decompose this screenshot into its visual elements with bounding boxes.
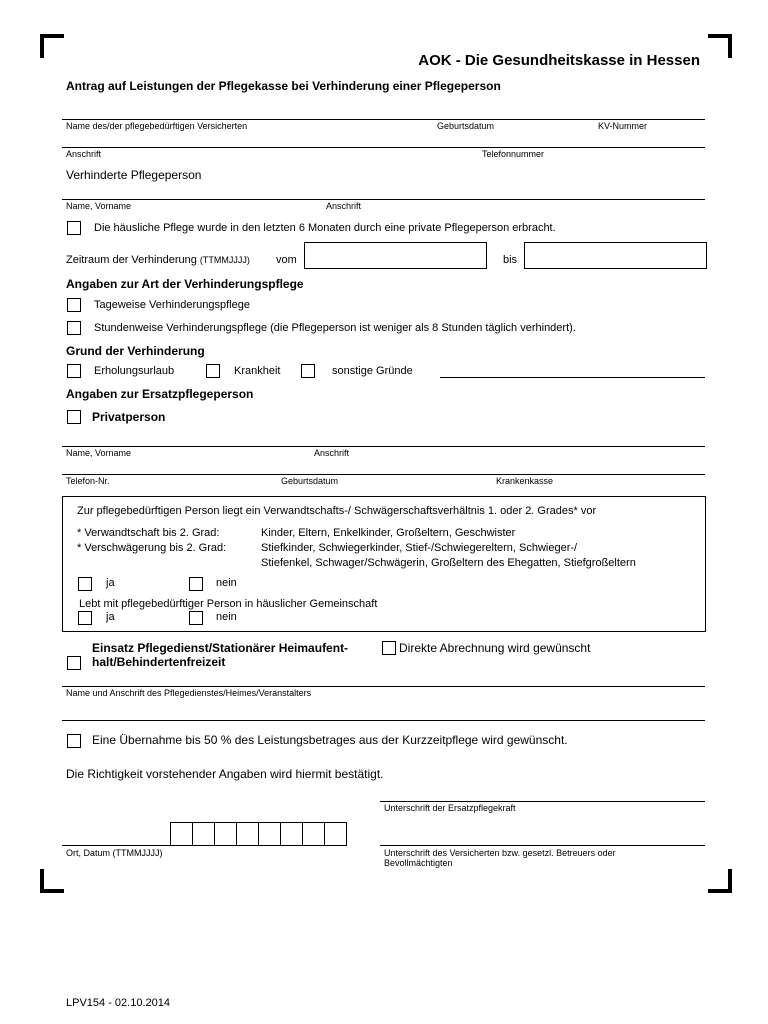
date-digit-box[interactable] bbox=[214, 823, 236, 845]
household-no-label: nein bbox=[216, 611, 237, 623]
prevented-name-label: Name, Vorname bbox=[66, 201, 132, 211]
kinship-label: * Verwandtschaft bis 2. Grad: bbox=[77, 527, 220, 539]
service-label-line1: Einsatz Pflegedienst/Stationärer Heimaufent- bbox=[92, 641, 349, 655]
org-name: AOK - Die Gesundheitskasse in Hessen bbox=[418, 52, 700, 69]
relation-yes-checkbox[interactable] bbox=[78, 577, 92, 591]
to-date-input[interactable] bbox=[524, 242, 707, 269]
other-reason-checkbox[interactable] bbox=[301, 364, 315, 378]
service-label-line2: halt/Behindertenfreizeit bbox=[92, 655, 226, 669]
private-care-text: Die häusliche Pflege wurde in den letzten 6 Monaten durch eine private Pflegeperson erbracht. bbox=[94, 222, 556, 234]
direct-billing-checkbox[interactable] bbox=[382, 641, 396, 655]
insured-dob-label: Geburtsdatum bbox=[437, 121, 495, 131]
substitute-signature-label: Unterschrift der Ersatzpflegekraft bbox=[384, 803, 516, 813]
hourly-care-checkbox[interactable] bbox=[67, 321, 81, 335]
provider-line[interactable] bbox=[62, 720, 705, 721]
insured-signature-label-1: Unterschrift des Versicherten bzw. gesetzl. Betreuers oder bbox=[384, 848, 616, 858]
substitute-phone-line[interactable] bbox=[62, 474, 705, 475]
relation-no-checkbox[interactable] bbox=[189, 577, 203, 591]
date-digit-box[interactable] bbox=[280, 823, 302, 845]
relation-no-label: nein bbox=[216, 577, 237, 589]
household-yes-label: ja bbox=[106, 611, 115, 623]
date-digit-box[interactable] bbox=[170, 823, 192, 845]
hourly-care-label: Stundenweise Verhinderungspflege (die Pflegeperson ist weniger als 8 Stunden täglich verhindert). bbox=[94, 322, 576, 334]
type-heading: Angaben zur Art der Verhinderungspflege bbox=[66, 277, 304, 291]
provider-line-top bbox=[62, 686, 705, 687]
form-code: LPV154 - 02.10.2014 bbox=[66, 997, 170, 1009]
date-digit-box[interactable] bbox=[324, 823, 346, 845]
inlaw-label: * Verschwägerung bis 2. Grad: bbox=[77, 542, 227, 554]
date-digit-box[interactable] bbox=[302, 823, 324, 845]
vacation-checkbox[interactable] bbox=[67, 364, 81, 378]
private-care-checkbox[interactable] bbox=[67, 221, 81, 235]
date-digit-box[interactable] bbox=[258, 823, 280, 845]
illness-label: Krankheit bbox=[234, 365, 281, 377]
date-digit-box[interactable] bbox=[192, 823, 214, 845]
period-label bbox=[66, 254, 250, 266]
other-reason-line[interactable] bbox=[440, 377, 705, 378]
date-digit-box[interactable] bbox=[236, 823, 258, 845]
relationship-question: Zur pflegebedürftigen Person liegt ein Verwandtschafts-/ Schwägerschaftsverhältnis 1. oder 2. Grades* vor bbox=[77, 505, 597, 517]
direct-billing-label: Direkte Abrechnung wird gewünscht bbox=[399, 641, 591, 655]
shortterm-checkbox[interactable] bbox=[67, 734, 81, 748]
inlaw-values-2: Stiefenkel, Schwager/Schwägerin, Großeltern des Ehegatten, Stiefgroßeltern bbox=[261, 557, 636, 569]
prevented-name-line[interactable] bbox=[62, 199, 705, 200]
daily-care-checkbox[interactable] bbox=[67, 298, 81, 312]
insured-signature-label-2: Bevollmächtigten bbox=[384, 858, 453, 868]
reason-heading: Grund der Verhinderung bbox=[66, 344, 205, 358]
place-date-label: Ort, Datum (TTMMJJJJ) bbox=[66, 848, 163, 858]
period-format: (TTMMJJJJ) bbox=[199, 255, 250, 265]
insured-phone-label: Telefonnummer bbox=[482, 149, 545, 159]
daily-care-label: Tageweise Verhinderungspflege bbox=[94, 299, 250, 311]
substitute-signature-line[interactable] bbox=[380, 801, 705, 802]
insured-name-line[interactable] bbox=[62, 119, 705, 120]
form-title: Antrag auf Leistungen der Pflegekasse bei Verhinderung einer Pflegeperson bbox=[66, 79, 501, 93]
to-label: bis bbox=[503, 254, 518, 266]
place-date-line[interactable] bbox=[62, 845, 346, 846]
private-person-checkbox[interactable] bbox=[67, 410, 81, 424]
insured-address-line[interactable] bbox=[62, 147, 705, 148]
confirmation-text: Die Richtigkeit vorstehender Angaben wird hiermit bestätigt. bbox=[66, 767, 384, 781]
substitute-name-label: Name, Vorname bbox=[66, 448, 132, 458]
household-no-checkbox[interactable] bbox=[189, 611, 203, 625]
illness-checkbox[interactable] bbox=[206, 364, 220, 378]
period-label-text: Zeitraum der Verhinderung bbox=[66, 254, 197, 266]
insured-name-label: Name des/der pflegebedürftigen Versicherten bbox=[66, 121, 248, 131]
substitute-heading: Angaben zur Ersatzpflegeperson bbox=[66, 387, 254, 401]
household-question: Lebt mit pflegebedürftiger Person in häuslicher Gemeinschaft bbox=[79, 598, 378, 610]
corner-mark-bottom-left bbox=[40, 869, 64, 893]
insured-address-label: Anschrift bbox=[66, 149, 102, 159]
from-label: vom bbox=[276, 254, 297, 266]
prevented-heading: Verhinderte Pflegeperson bbox=[66, 168, 202, 182]
insured-kv-label: KV-Nummer bbox=[598, 121, 648, 131]
substitute-dob-label: Geburtsdatum bbox=[281, 476, 339, 486]
date-digit-boxes[interactable] bbox=[170, 822, 347, 846]
prevented-address-label: Anschrift bbox=[326, 201, 362, 211]
substitute-address-label: Anschrift bbox=[314, 448, 350, 458]
service-checkbox[interactable] bbox=[67, 656, 81, 670]
relation-yes-label: ja bbox=[106, 577, 115, 589]
vacation-label: Erholungsurlaub bbox=[94, 365, 175, 377]
private-person-label: Privatperson bbox=[92, 410, 166, 424]
other-reason-label: sonstige Gründe bbox=[332, 365, 413, 377]
substitute-insurer-label: Krankenkasse bbox=[496, 476, 554, 486]
provider-label: Name und Anschrift des Pflegedienstes/Heimes/Veranstalters bbox=[66, 688, 312, 698]
household-yes-checkbox[interactable] bbox=[78, 611, 92, 625]
substitute-phone-label: Telefon-Nr. bbox=[66, 476, 110, 486]
corner-mark-top-right bbox=[708, 34, 732, 58]
shortterm-label: Eine Übernahme bis 50 % des Leistungsbetrages aus der Kurzzeitpflege wird gewünscht. bbox=[92, 733, 568, 747]
inlaw-values-1: Stiefkinder, Schwiegerkinder, Stief-/Schwiegereltern, Schwieger-/ bbox=[261, 542, 578, 554]
corner-mark-bottom-right bbox=[708, 869, 732, 893]
kinship-values: Kinder, Eltern, Enkelkinder, Großeltern, Geschwister bbox=[261, 527, 516, 539]
from-date-input[interactable] bbox=[304, 242, 487, 269]
corner-mark-top-left bbox=[40, 34, 64, 58]
substitute-name-line[interactable] bbox=[62, 446, 705, 447]
insured-signature-line[interactable] bbox=[380, 845, 705, 846]
